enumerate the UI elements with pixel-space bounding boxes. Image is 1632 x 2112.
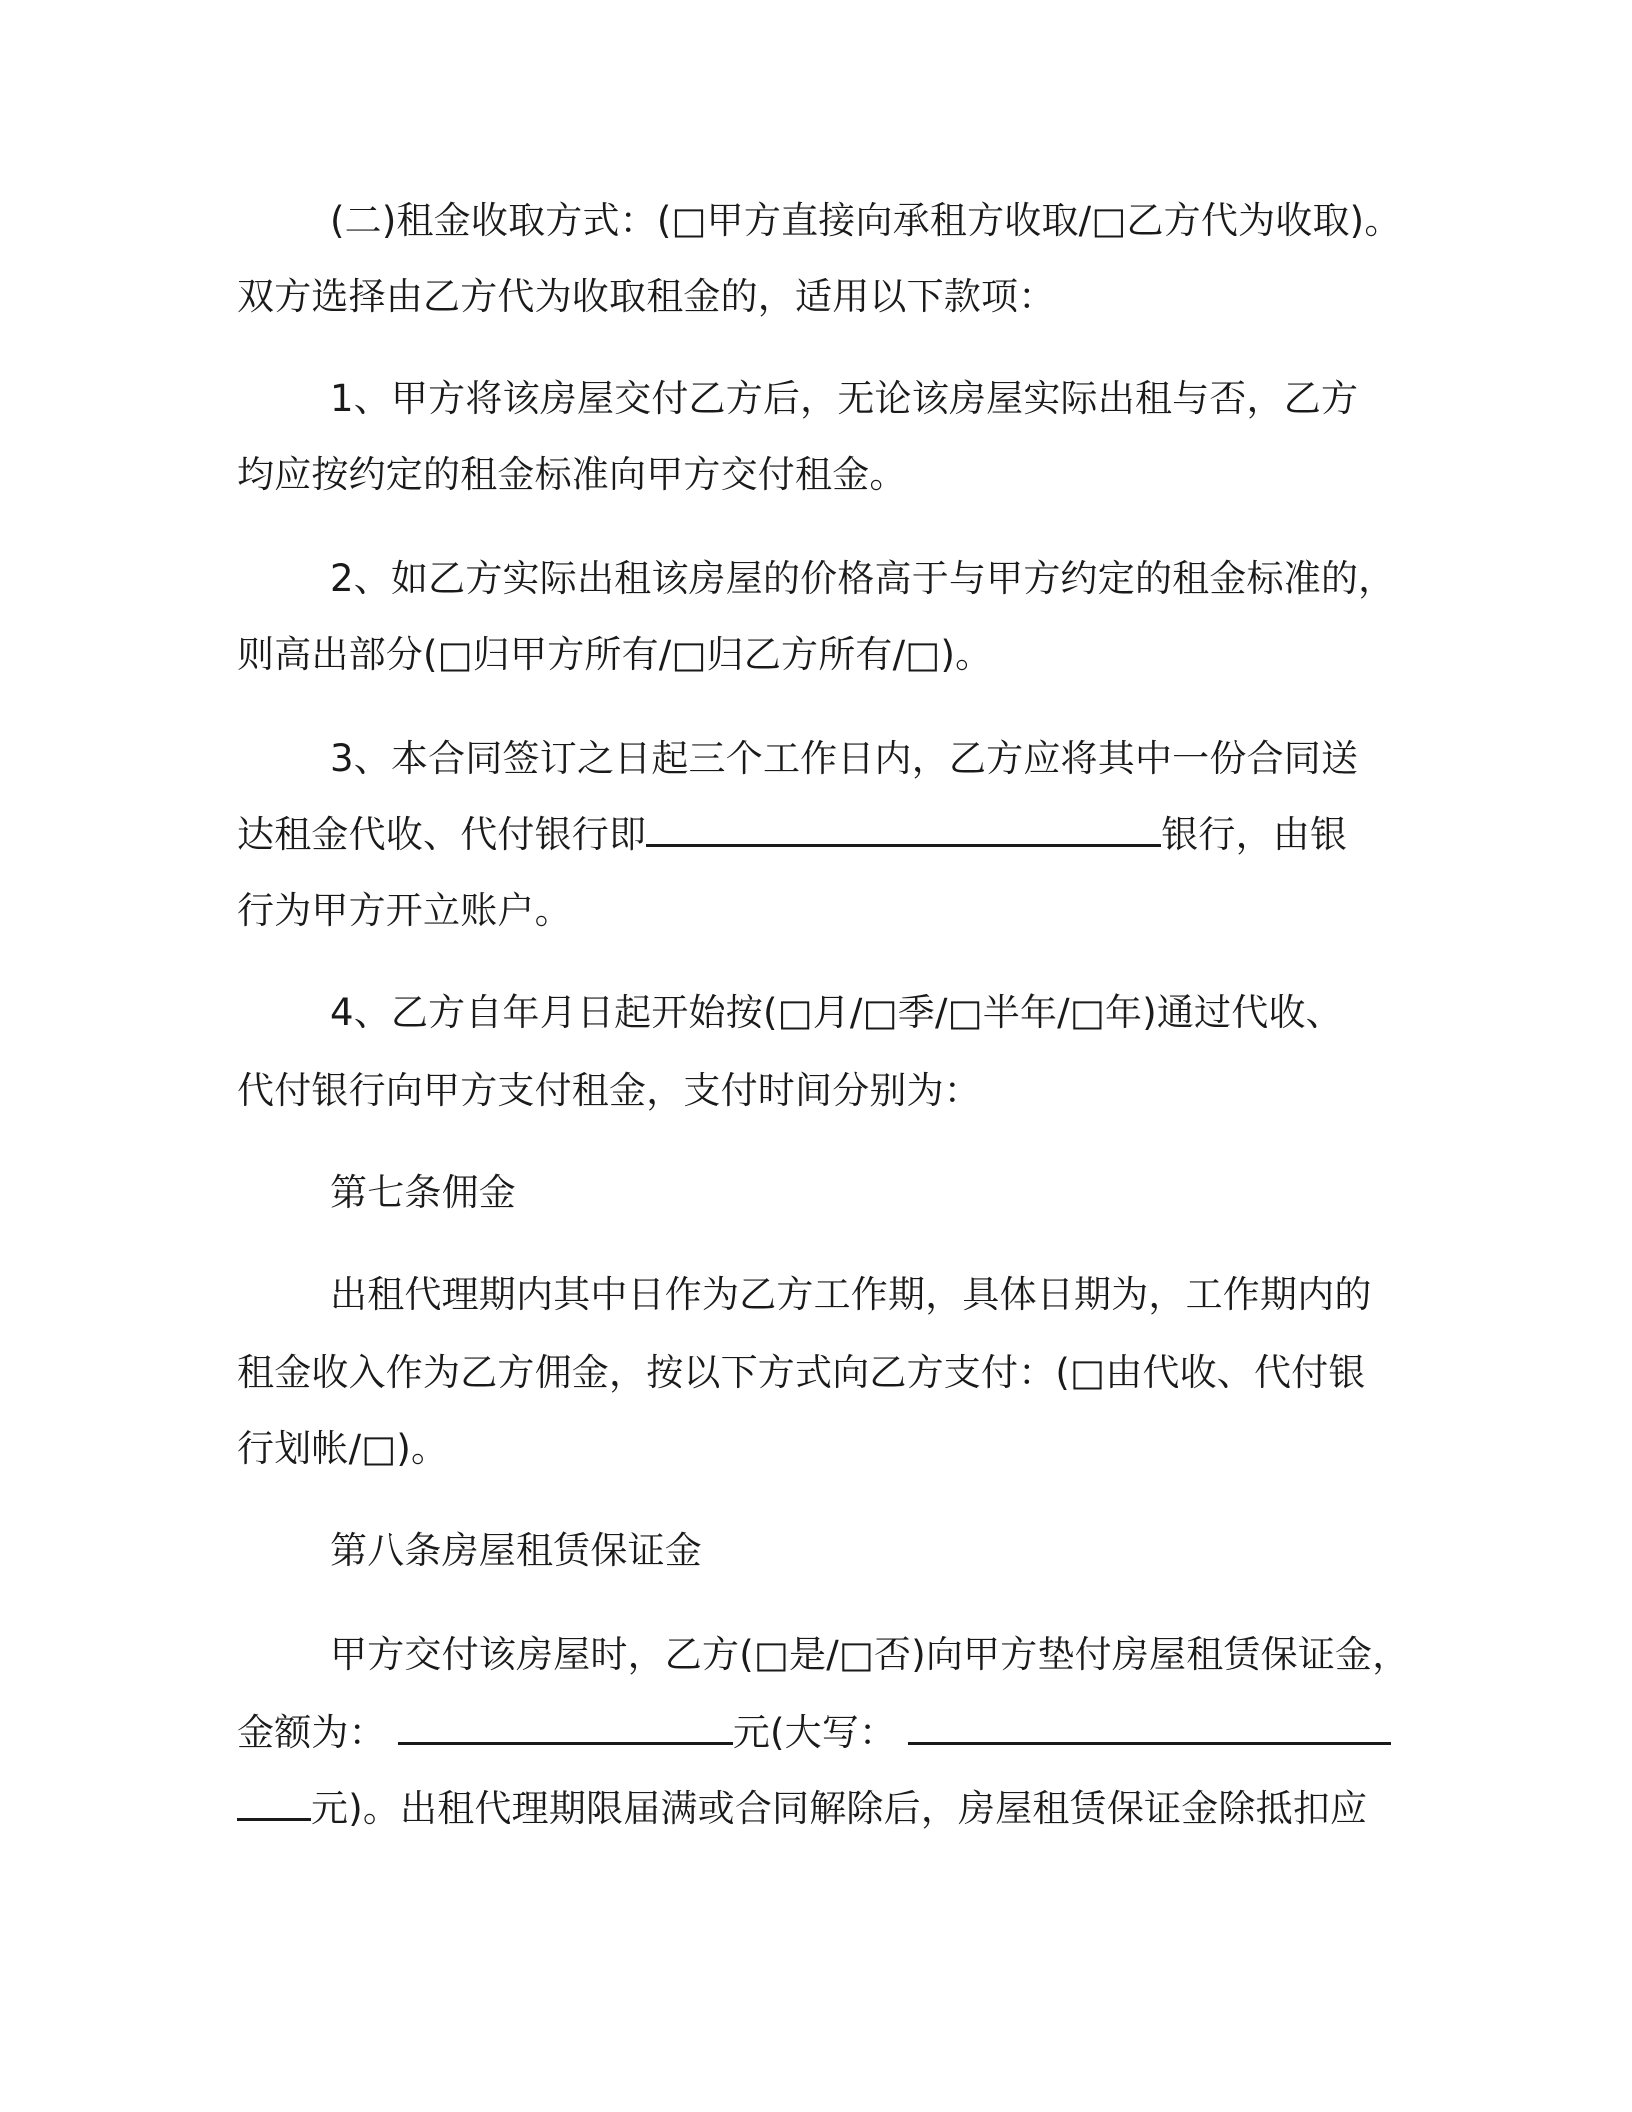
paragraph-line: 租金收入作为乙方佣金，按以下方式向乙方支付：(□由代收、代付银 (237, 1351, 1366, 1394)
paragraph-line (237, 1708, 1391, 1758)
paragraph-line: 4、乙方自年月日起开始按(□月/□季/□半年/□年)通过代收、 (330, 991, 1343, 1034)
article-7-heading: 第七条佣金 (330, 1171, 516, 1214)
paragraph-line: 则高出部分(□归甲方所有/□归乙方所有/□)。 (237, 633, 993, 676)
paragraph-line: 行划帐/□)。 (237, 1427, 449, 1470)
amount-blank (398, 1708, 733, 1745)
paragraph-line (237, 810, 1347, 860)
amount-in-words-blank-cont (237, 1784, 311, 1821)
paragraph-line: (二)租金收取方式：(□甲方直接向承租方收取/□乙方代为收取)。 (330, 199, 1402, 242)
line-text: 银行，由银 (1161, 813, 1348, 856)
line-text: 元(大写： (732, 1711, 897, 1754)
paragraph-line: 代付银行向甲方支付租金，支付时间分别为： (237, 1069, 981, 1112)
paragraph-line: 出租代理期内其中日作为乙方工作期，具体日期为，工作期内的 (330, 1273, 1372, 1316)
paragraph-line: 1、甲方将该房屋交付乙方后，无论该房屋实际出租与否，乙方 (330, 377, 1359, 420)
paragraph-line: 甲方交付该房屋时，乙方(□是/□否)向甲方垫付房屋租赁保证金， (330, 1633, 1410, 1676)
paragraph-line: 均应按约定的租金标准向甲方交付租金。 (237, 453, 907, 496)
paragraph-line (237, 1784, 1367, 1834)
paragraph-line: 行为甲方开立账户。 (237, 889, 572, 932)
line-text: 金额为： (237, 1711, 386, 1754)
article-8-heading: 第八条房屋租赁保证金 (330, 1529, 702, 1572)
paragraph-line: 3、本合同签订之日起三个工作日内，乙方应将其中一份合同送 (330, 737, 1359, 780)
paragraph-line: 2、如乙方实际出租该房屋的价格高于与甲方约定的租金标准的， (330, 557, 1396, 600)
line-text: 达租金代收、代付银行即 (237, 813, 647, 856)
paragraph-line: 双方选择由乙方代为收取租金的，适用以下款项： (237, 275, 1056, 318)
bank-name-blank (646, 810, 1161, 847)
line-text: 元)。出租代理期限届满或合同解除后，房屋租赁保证金除抵扣应 (311, 1787, 1368, 1830)
amount-in-words-blank (908, 1708, 1391, 1745)
